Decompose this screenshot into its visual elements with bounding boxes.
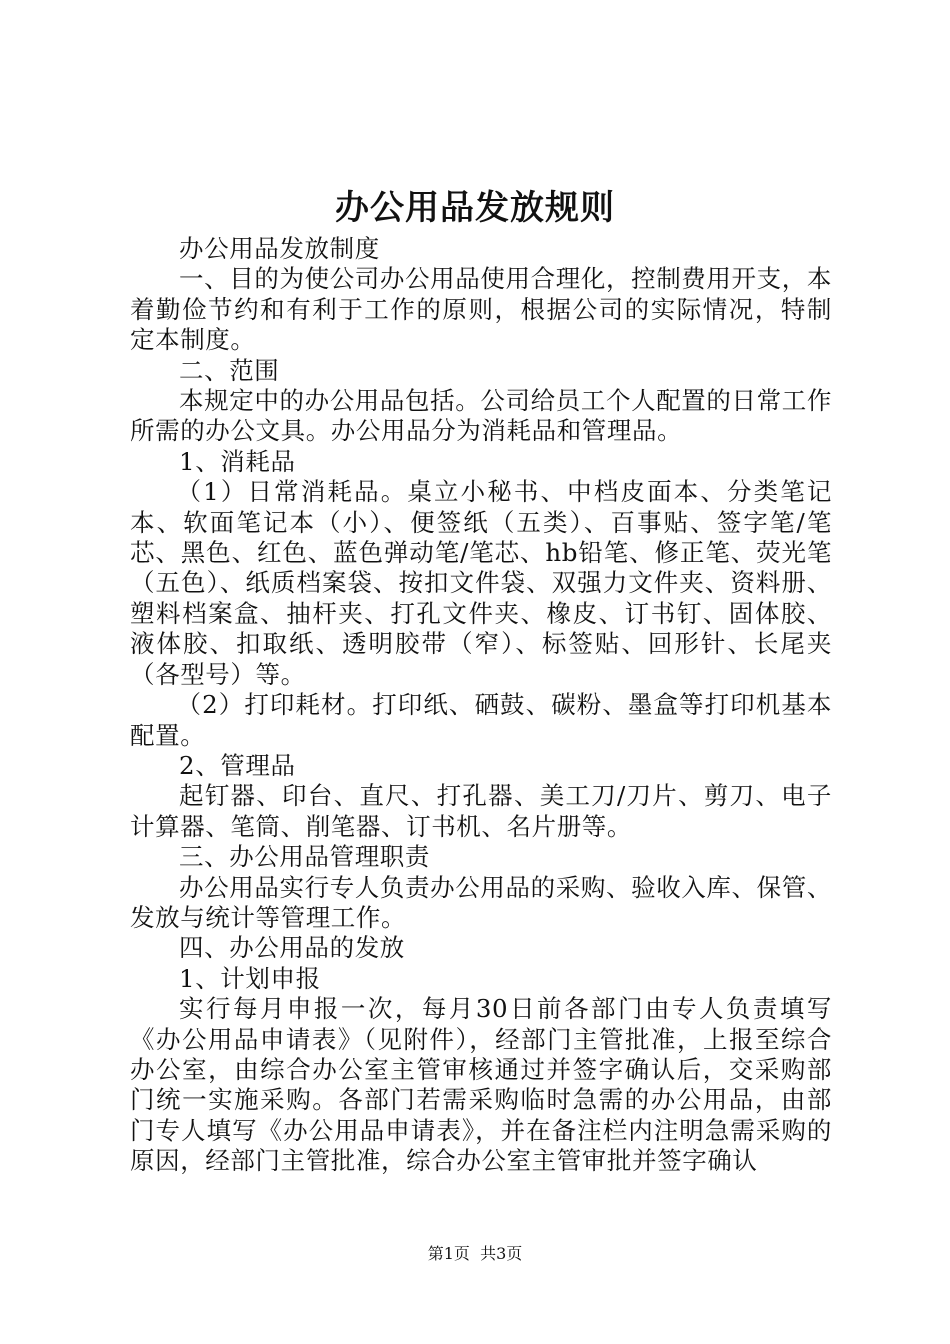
page-number: 第1页: [427, 1244, 470, 1263]
paragraph: 起钉器、印台、直尺、打孔器、美工刀/刀片、剪刀、电子计算器、笔筒、削笔器、订书机、名片册等。: [130, 781, 832, 841]
paragraph: 办公用品实行专人负责办公用品的采购、验收入库、保管、发放与统计等管理工作。: [130, 872, 832, 932]
section-heading: 三、办公用品管理职责: [179, 842, 430, 872]
paragraph: 办公用品发放制度: [179, 234, 380, 263]
paragraph: 实行每月申报一次，每月30日前各部门由专人负责填写《办公用品申请表》（见附件），经部门主管批准，上报至综合办公室，由综合办公室主管审核通过并签字确认后，交采购部门统一实施采购。各部门若需采购临时急需的办公用品，由部门专人填写《办公用品申请表》，并在备注栏内注明急需采购的原因，经部门主管批准，综合办公室主管审批并签字确认: [130, 994, 832, 1176]
page-footer: [0, 1242, 950, 1266]
paragraph: 一、目的为使公司办公用品使用合理化，控制费用开支，本着勤俭节约和有利于工作的原则，根据公司的实际情况，特制定本制度。: [130, 264, 832, 355]
subsection-heading: 2、管理品: [179, 750, 296, 780]
document-body: [130, 234, 832, 1177]
subsection-heading: 1、计划申报: [179, 963, 321, 993]
paragraph: （2）打印耗材。打印纸、硒鼓、碳粉、墨盒等打印机基本配置。: [130, 690, 832, 750]
section-heading: 四、办公用品的发放: [179, 933, 405, 963]
paragraph: 本规定中的办公用品包括。公司给员工个人配置的日常工作所需的办公文具。办公用品分为消耗品和管理品。: [130, 386, 832, 446]
paragraph: （1）日常消耗品。桌立小秘书、中档皮面本、分类笔记本、软面笔记本（小）、便签纸（五类）、百事贴、签字笔/笔芯、黑色、红色、蓝色弹动笔/笔芯、hb铅笔、修正笔、荧光笔（五色）、纸质档案袋、按扣文件袋、双强力文件夹、资料册、塑料档案盒、抽杆夹、打孔文件夹、橡皮、订书钉、固体胶、液体胶、扣取纸、透明胶带（窄）、标签贴、回形针、长尾夹（各型号）等。: [130, 477, 832, 689]
document-title: 办公用品发放规则: [335, 188, 615, 228]
subsection-heading: 1、消耗品: [179, 446, 296, 476]
page-total: 共3页: [480, 1244, 523, 1263]
section-heading: 二、范围: [179, 355, 280, 385]
